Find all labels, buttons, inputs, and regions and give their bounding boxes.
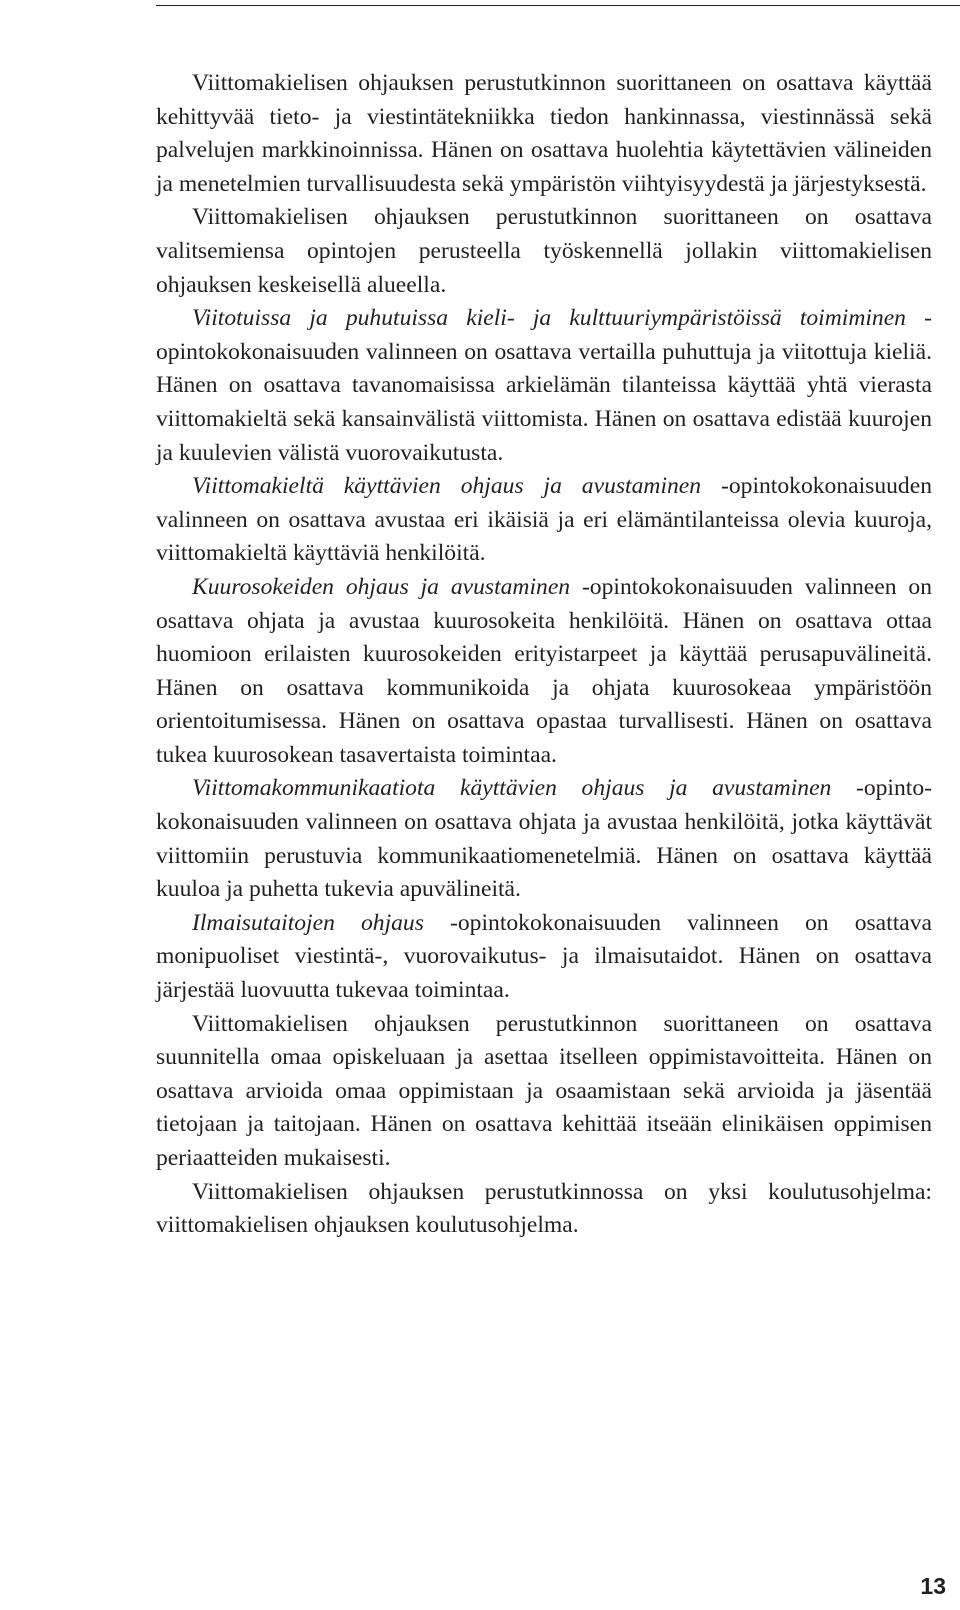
paragraph-expression-skills: Ilmaisutaitojen ohjaus -opintokokonaisuuden valinneen on osattava monipuoliset viestintä-, vuorovaikutus- ja ilmaisutaidot. Hänen on osattava järjestää luovuutta tukevaa toimintaa. — [156, 909, 932, 1004]
paragraph-language-culture: Viitotuissa ja puhutuissa kieli- ja kulttuuriympäristöissä toimiminen -opintokokonaisuuden valinneen on osattava vertailla puhuttuja ja viitottuja kieliä. Hänen on osattava tavanomaisissa arkielämän tilanteissa käyttää yhtä vierasta viittomakieltä sekä kansainvälistä viittomista. Hänen on osattava edistää kuurojen ja kuulevien välistä vuorovaikutusta. — [156, 305, 932, 466]
paragraph-learning-goals: Viittomakielisen ohjauksen perustutkinnon suorittaneen on osattava suunnitella omaa opiskeluaan ja asettaa itselleen oppimistavoitteita. Hänen on osattava arvioida omaa oppimistaan ja osaamistaan sekä arvioida ja jäsentää tietojaan ja taitojaan. Hänen on osattava kehittää itseään elinikäisen oppimisen periaatteiden mukaisesti. — [156, 1010, 932, 1171]
paragraph-ict-skills: Viittomakielisen ohjauksen perustutkinnon suorittaneen on osattava käyttää kehittyvää tieto- ja viestintätekniikka tiedon hankinnassa, viestinnässä sekä palvelujen markkinoinnissa. Hänen on osattava huolehtia käytettävien välineiden ja menetelmien turvallisuudesta sekä ympäristön viihtyisyydestä ja järjestyksestä. — [156, 70, 932, 197]
paragraph-deafblind-guidance: Kuurosokeiden ohjaus ja avustaminen -opintokokonaisuuden valinneen on osattava ohjata ja avustaa kuurosokeita henkilöitä. Hänen on osattava ottaa huomioon erilaisten kuurosokeiden erityistarpeet ja käyttää perusapuvälineitä. Hänen on osattava kommunikoida ja ohjata kuurosokeaa ympäristöön orientoitumisessa. Hänen on osattava opastaa turvallisesti. Hänen on osattava tukea kuurosokean tasavertaista toimintaa. — [156, 573, 932, 768]
module-title: Kuurosokeiden ohjaus ja avustaminen — [192, 573, 571, 600]
body-text — [156, 67, 932, 1243]
module-title: Ilmaisutaitojen ohjaus — [192, 909, 424, 936]
paragraph-study-programme: Viittomakielisen ohjauksen perustutkinnossa on yksi koulutusohjelma: viittomakielisen ohjauksen koulutusohjelma. — [156, 1178, 932, 1239]
module-title: Viitotuissa ja puhutuissa kieli- ja kulttuuriympäristöissä toimiminen — [192, 305, 906, 332]
paragraph-sign-communication-guidance: Viittomakommunikaatiota käyttävien ohjaus ja avustaminen -opintokokonaisuuden valinneen on osattava ohjata ja avustaa henkilöitä, jotka käyttävät viittomiin perustuvia kommunikaatiomenetelmiä. Hänen on osattava käyttää kuuloa ja puhetta tukevia apuvälineitä. — [156, 775, 932, 903]
page-number: 13 — [920, 1573, 946, 1599]
paragraph-sign-language-guidance: Viittomakieltä käyttävien ohjaus ja avustaminen -opintokokonaisuuden valinneen on osattava avustaa eri ikäisiä ja eri elämäntilanteissa olevia kuuroja, viittomakieltä käyttäviä henkilöitä. — [156, 473, 933, 567]
header-rule — [156, 5, 960, 6]
module-title: Viittomakieltä käyttävien ohjaus ja avustaminen — [192, 473, 702, 500]
paragraph-work-area: Viittomakielisen ohjauksen perustutkinnon suorittaneen on osattava valitsemiensa opintojen perusteella työskennellä jollakin viittomakielisen ohjauksen keskeisellä alueella. — [156, 204, 932, 298]
module-title: Viittomakommunikaatiota käyttävien ohjaus ja avustaminen — [192, 775, 832, 802]
